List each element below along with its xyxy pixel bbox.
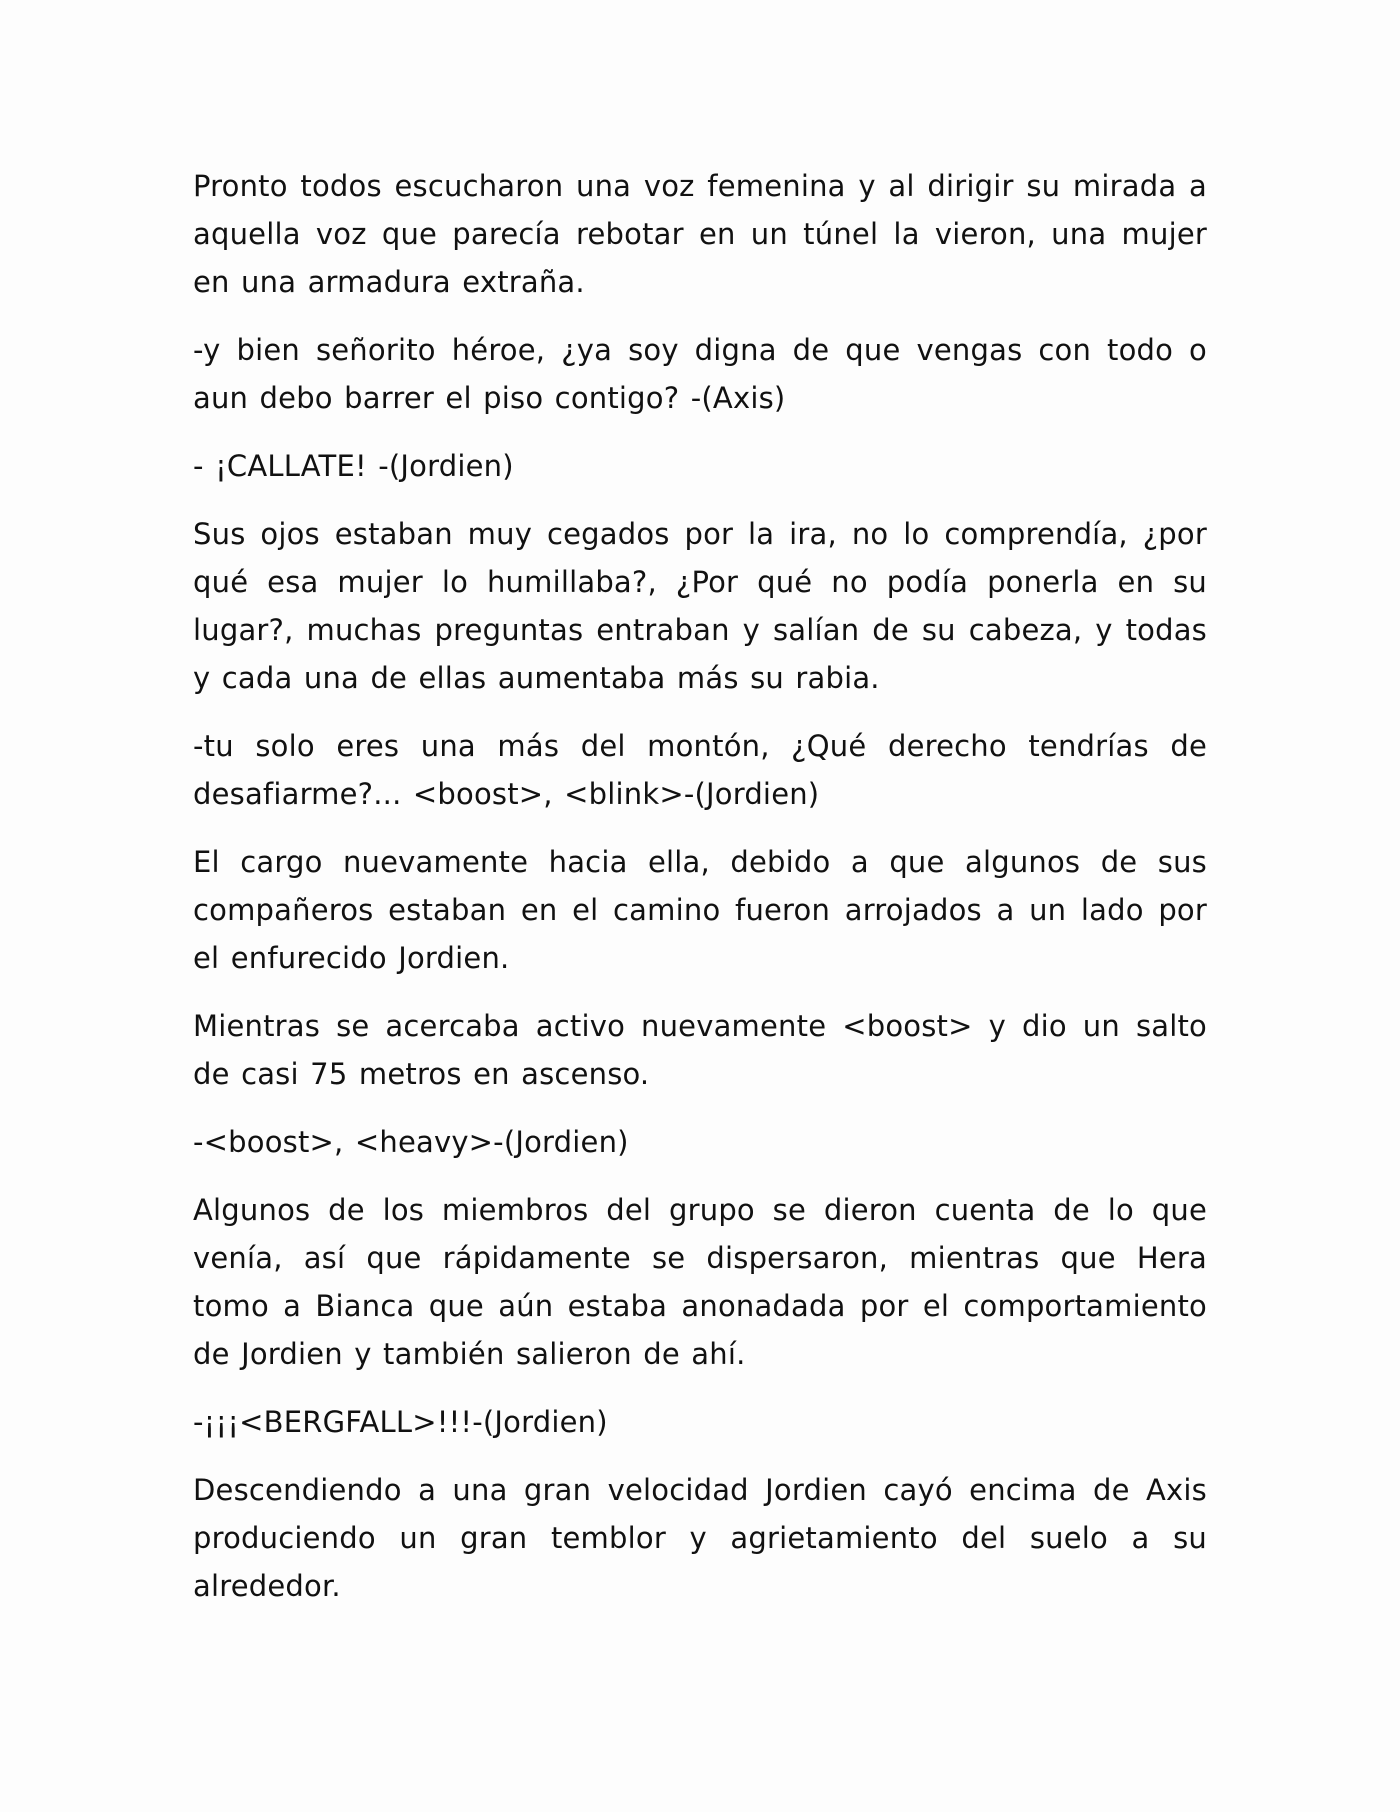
dialogue-jordien-monton: -tu solo eres una más del montón, ¿Qué derecho tendrías de desafiarme?... <boost>, <blink>-(Jordien) (193, 729, 1207, 811)
paragraph-1: Pronto todos escucharon una voz femenina y al dirigir su mirada a aquella voz que parecía rebotar en un túnel la vieron, una mujer en una armadura extraña. (193, 169, 1207, 299)
dialogue-jordien-callate: - ¡CALLATE! -(Jordien) (193, 449, 514, 483)
paragraph-4: Mientras se acercaba activo nuevamente <boost> y dio un salto de casi 75 metros en ascenso. (193, 1009, 1207, 1091)
paragraph-2: Sus ojos estaban muy cegados por la ira, no lo comprendía, ¿por qué esa mujer lo humillaba?, ¿Por qué no podía ponerla en su lugar?, muchas preguntas entraban y salían de su cabeza, y todas y cada una de ellas aumentaba más su rabia. (193, 517, 1207, 695)
dialogue-jordien-bergfall: -¡¡¡<BERGFALL>!!!-(Jordien) (193, 1405, 608, 1439)
dialogue-jordien-heavy: -<boost>, <heavy>-(Jordien) (193, 1125, 629, 1159)
body-text (193, 162, 1207, 1630)
paragraph-3: El cargo nuevamente hacia ella, debido a que algunos de sus compañeros estaban en el camino fueron arrojados a un lado por el enfurecido Jordien. (193, 845, 1207, 975)
paragraph-6: Descendiendo a una gran velocidad Jordien cayó encima de Axis produciendo un gran temblor y agrietamiento del suelo a su alrededor. (193, 1473, 1207, 1603)
dialogue-axis: -y bien señorito héroe, ¿ya soy digna de que vengas con todo o aun debo barrer el piso contigo? -(Axis) (193, 333, 1207, 415)
paragraph-5: Algunos de los miembros del grupo se dieron cuenta de lo que venía, así que rápidamente se dispersaron, mientras que Hera tomo a Bianca que aún estaba anonadada por el comportamiento de Jordien y también salieron de ahí. (193, 1193, 1207, 1371)
